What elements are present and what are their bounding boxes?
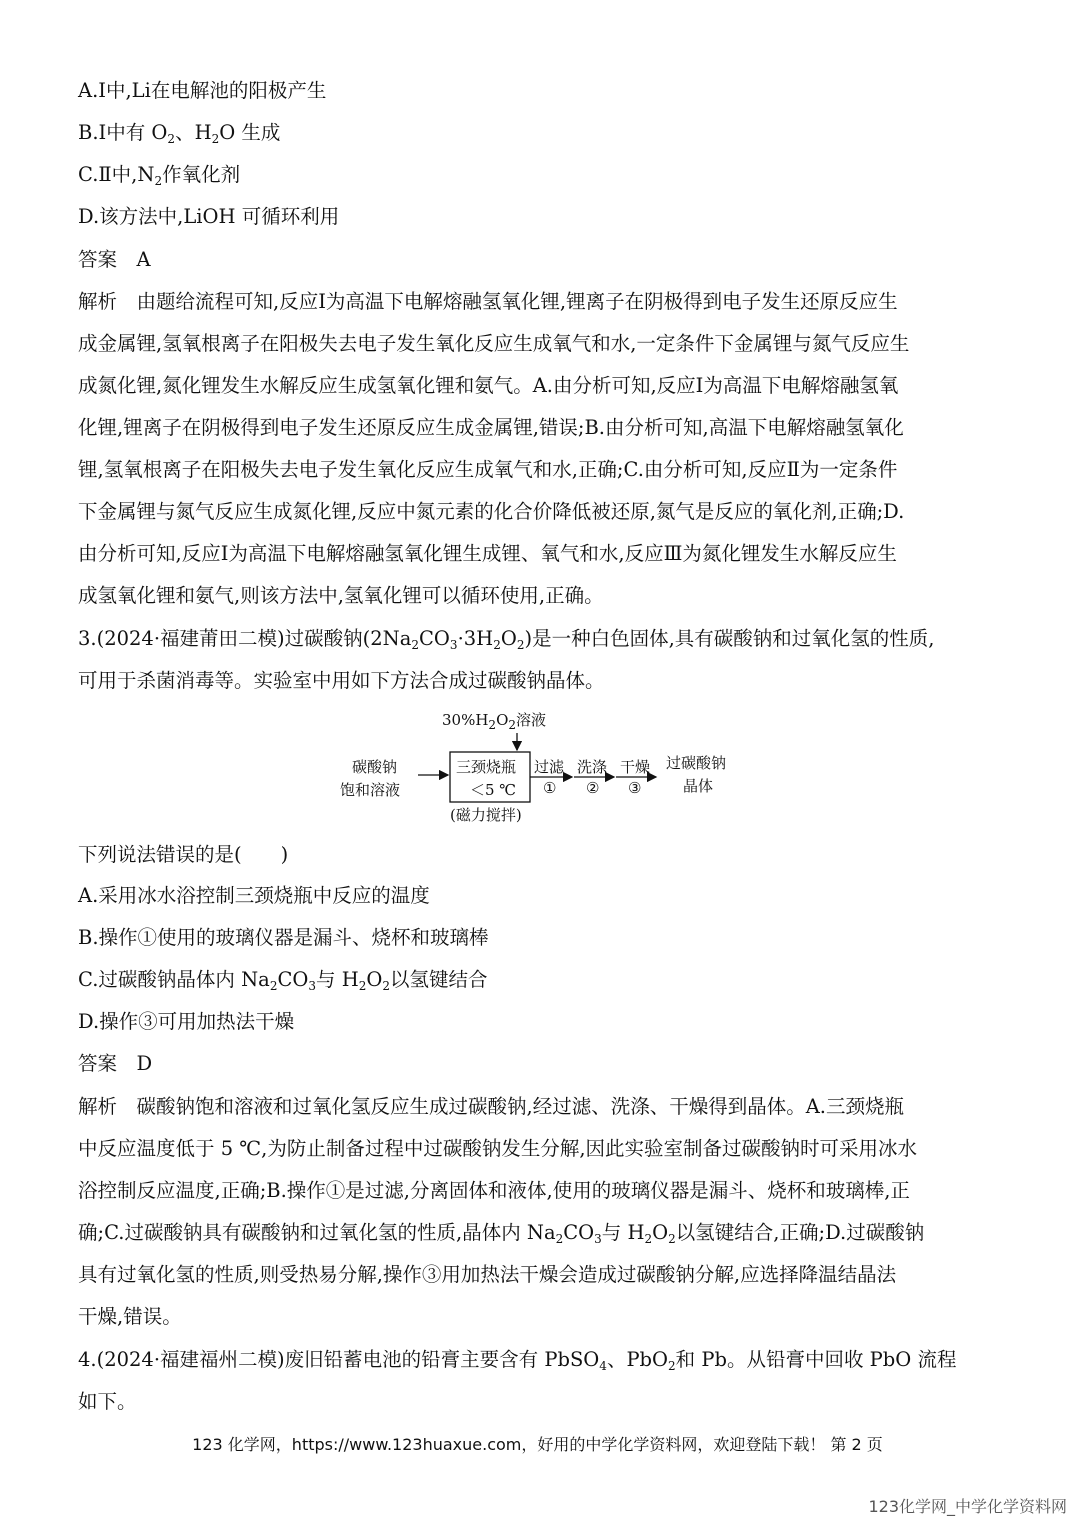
option-a: A.Ⅰ中,Li在电解池的阳极产生 — [78, 79, 327, 102]
explanation-2-line: 下金属锂与氮气反应生成氮化锂,反应中氮元素的化合价降低被还原,氮气是反应的氧化剂,正确;D. — [78, 500, 905, 523]
step-dry-label: 干燥 — [620, 758, 651, 776]
synthesis-flow-diagram — [330, 705, 750, 830]
watermark: 123化学网_中学化学资料网 — [868, 1497, 1067, 1516]
step-filter-label: 过滤 — [534, 758, 565, 776]
option-b: B.Ⅰ中有 $O_2$、$H_2O$ 生成 — [78, 121, 281, 146]
answer-2: 答案 A — [78, 248, 151, 271]
explanation-2-line: 由分析可知,反应Ⅰ为高温下电解熔融氢氧化锂生成锂、氧气和水,反应Ⅲ为氮化锂发生水解反应生 — [78, 542, 897, 565]
flask-label: 三颈烧瓶 — [456, 758, 517, 776]
temperature-label: ＜5 ℃ — [470, 781, 517, 799]
explanation-3-line: 解析 碳酸钠饱和溶液和过氧化氢反应生成过碳酸钠,经过滤、洗涤、干燥得到晶体。A.三颈烧瓶 — [78, 1095, 904, 1118]
step-wash-label: 洗涤 — [577, 758, 608, 776]
option-d: D.该方法中,LiOH 可循环利用 — [78, 205, 340, 228]
explanation-3-line: 中反应温度低于 5 ℃,为防止制备过程中过碳酸钠发生分解,因此实验室制备过碳酸钠时可采用冰水 — [78, 1137, 918, 1160]
question-3-stem: 3.(2024·福建莆田二模)过碳酸钠$(2Na_2CO_3\cdot 3H_2O_2)$是一种白色固体,具有碳酸钠和过氧化氢的性质, — [78, 627, 935, 652]
question-3-option-a: A.采用冰水浴控制三颈烧瓶中反应的温度 — [78, 884, 430, 907]
question-3-prompt: 下列说法错误的是( ) — [78, 843, 289, 866]
feed-label: 饱和溶液 — [340, 781, 401, 799]
product-label: 晶体 — [683, 777, 714, 795]
step-number: ② — [586, 779, 600, 797]
explanation-2-line: 化锂,锂离子在阴极得到电子发生还原反应生成金属锂,错误;B.由分析可知,高温下电解熔融氢氧化 — [78, 416, 904, 439]
question-4-stem: 如下。 — [78, 1390, 137, 1413]
option-c: C.Ⅱ中$,N_2$作氧化剂 — [78, 163, 241, 188]
question-3-option-c: C.过碳酸钠晶体内 $Na_2CO_3$与 $H_2O_2$以氢键结合 — [78, 968, 488, 993]
explanation-2-line: 成氮化锂,氮化锂发生水解反应生成氢氧化锂和氨气。A.由分析可知,反应Ⅰ为高温下电解熔融氢氧 — [78, 374, 899, 397]
explanation-3-line: 浴控制反应温度,正确;B.操作①是过滤,分离固体和液体,使用的玻璃仪器是漏斗、烧杯和玻璃棒,正 — [78, 1179, 910, 1202]
explanation-2-line: 解析 由题给流程可知,反应Ⅰ为高温下电解熔融氢氧化锂,锂离子在阴极得到电子发生还原反应生 — [78, 290, 898, 313]
feed-label: 碳酸钠 — [352, 758, 398, 776]
question-4-stem: 4.(2024·福建福州二模)废旧铅蓄电池的铅膏主要含有 PbSO$_4$、PbO$_2$和 Pb。从铅膏中回收 PbO 流程 — [78, 1348, 957, 1373]
explanation-3-line: 确;C.过碳酸钠具有碳酸钠和过氧化氢的性质,晶体内 $Na_2CO_3$与 $H_2O_2$以氢键结合,正确;D.过碳酸钠 — [78, 1221, 925, 1246]
explanation-2-line: 成金属锂,氢氧根离子在阳极失去电子发生氧化反应生成氧气和水,一定条件下金属锂与氮气反应生 — [78, 332, 910, 355]
explanation-2-line: 锂,氢氧根离子在阳极失去电子发生氧化反应生成氧气和水,正确;C.由分析可知,反应Ⅱ为一定条件 — [78, 458, 898, 481]
explanation-2-line: 成氢氧化锂和氨气,则该方法中,氢氧化锂可以循环使用,正确。 — [78, 584, 604, 607]
answer-3: 答案 D — [78, 1052, 153, 1075]
step-number: ③ — [628, 779, 642, 797]
question-3-stem: 可用于杀菌消毒等。实验室中用如下方法合成过碳酸钠晶体。 — [78, 669, 605, 692]
stirring-label: (磁力搅拌) — [450, 806, 522, 824]
question-3-option-b: B.操作①使用的玻璃仪器是漏斗、烧杯和玻璃棒 — [78, 926, 489, 949]
step-number: ① — [543, 779, 557, 797]
question-3-option-d: D.操作③可用加热法干燥 — [78, 1010, 295, 1033]
explanation-3-line: 具有过氧化氢的性质,则受热易分解,操作③用加热法干燥会造成过碳酸钠分解,应选择降温结晶法 — [78, 1263, 897, 1286]
explanation-3-line: 干燥,错误。 — [78, 1305, 182, 1328]
page-footer: 123 化学网，https://www.123huaxue.com，好用的中学化学资料网，欢迎登陆下载！ 第 2 页 — [192, 1435, 883, 1454]
reagent-label: $30\%H_2O_2$溶液 — [442, 711, 547, 732]
product-label: 过碳酸钠 — [666, 754, 727, 772]
